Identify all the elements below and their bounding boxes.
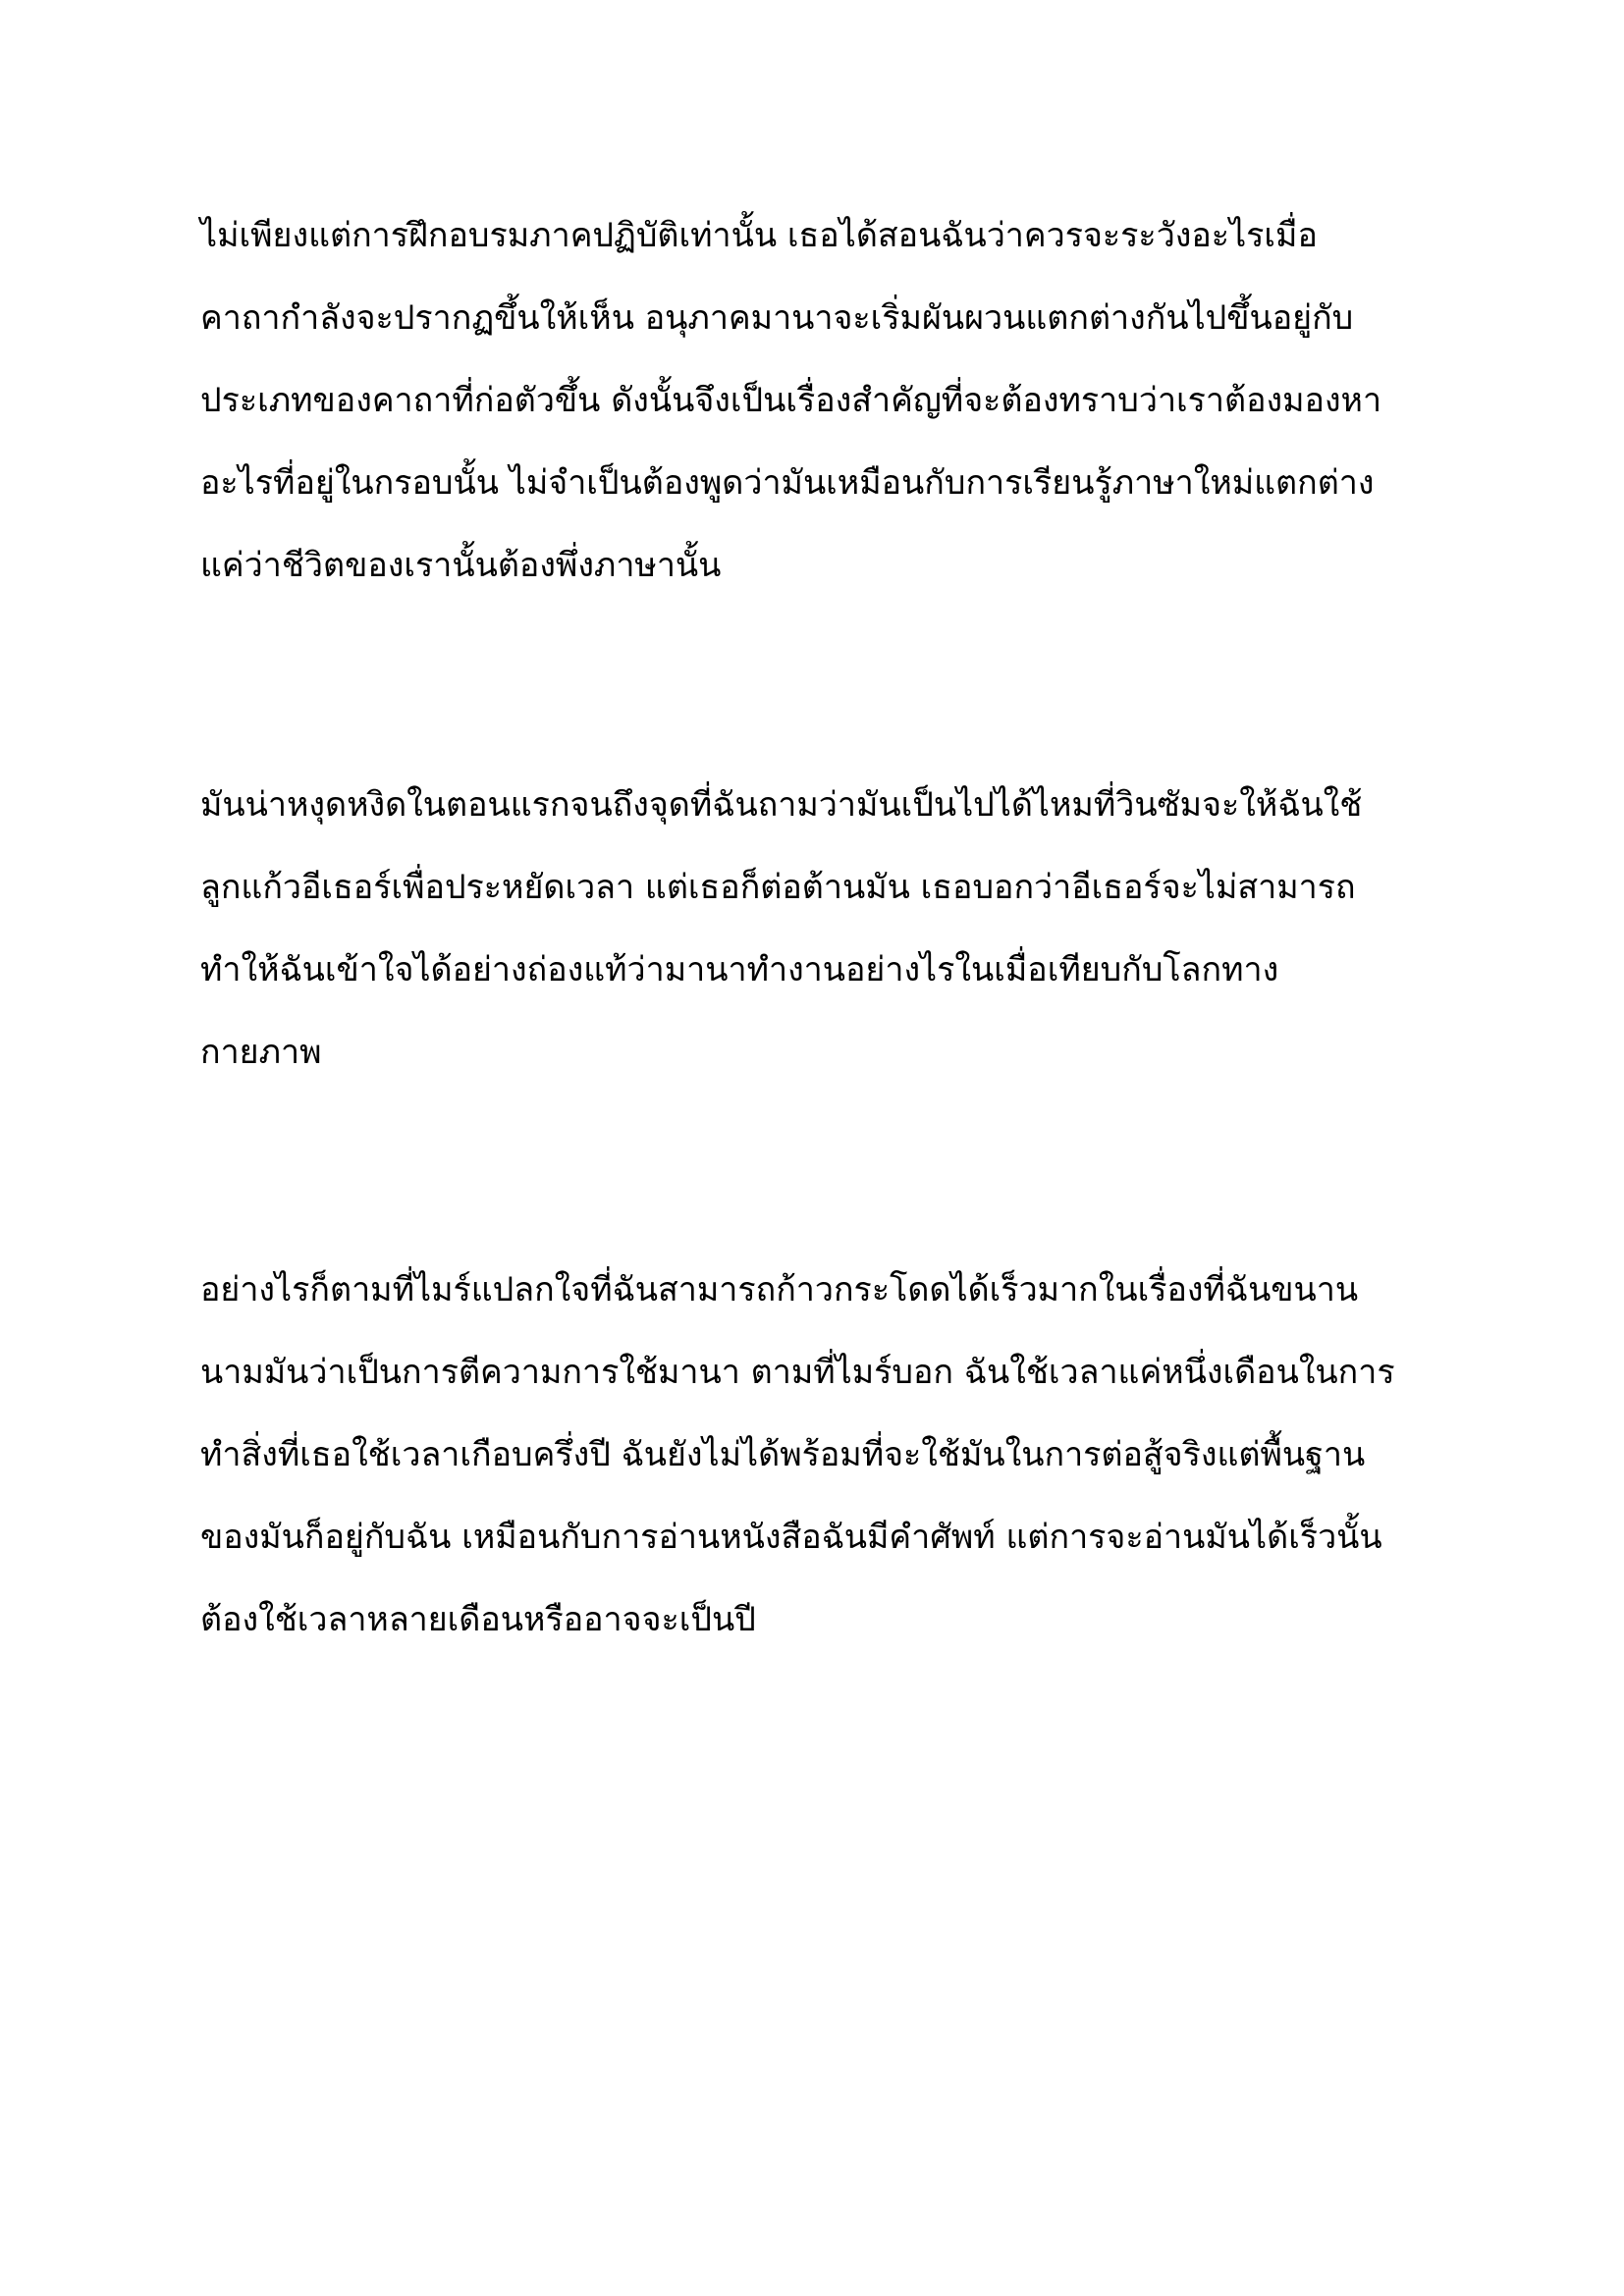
paragraph-line: คาถากำลังจะปรากฏขึ้นให้เห็น อนุภาคมานาจะเริ่มผันผวนแตกต่างกันไปขึ้นอยู่กับ xyxy=(200,298,1354,338)
paragraph-line: กายภาพ xyxy=(200,1033,322,1072)
paragraph-2 xyxy=(200,764,1477,1094)
paragraph-line: ของมันก็อยู่กับฉัน เหมือนกับการอ่านหนังสือฉันมีคำศัพท์ แต่การจะอ่านมันได้เร็วนั้น xyxy=(200,1518,1382,1557)
paragraph-line: ทำสิ่งที่เธอใช้เวลาเกือบครึ่งปี ฉันยังไม่ได้พร้อมที่จะใช้มันในการต่อสู้จริงแต่พื้นฐาน xyxy=(200,1435,1366,1474)
paragraph-line: อะไรที่อยู่ในกรอบนั้น ไม่จำเป็นต้องพูดว่ามันเหมือนกับการเรียนรู้ภาษาใหม่แตกต่าง xyxy=(200,463,1375,503)
paragraph-line: ลูกแก้วอีเธอร์เพื่อประหยัดเวลา แต่เธอก็ต่อต้านมัน เธอบอกว่าอีเธอร์จะไม่สามารถ xyxy=(200,868,1356,907)
paragraph-line: นามมันว่าเป็นการตีความการใช้มานา ตามที่ไมร์บอก ฉันใช้เวลาแค่หนึ่งเดือนในการ xyxy=(200,1353,1395,1392)
paragraph-line: ต้องใช้เวลาหลายเดือนหรืออาจจะเป็นปี xyxy=(200,1600,756,1639)
paragraph-line: แค่ว่าชีวิตของเรานั้นต้องพึ่งภาษานั้น xyxy=(200,546,722,585)
paragraph-1 xyxy=(200,194,1477,607)
paragraph-line: มันน่าหงุดหงิดในตอนแรกจนถึงจุดที่ฉันถามว่ามันเป็นไปได้ไหมที่วินซัมจะให้ฉันใช้ xyxy=(200,785,1363,825)
paragraph-line: ทำให้ฉันเข้าใจได้อย่างถ่องแท้ว่ามานาทำงานอย่างไรในเมื่อเทียบกับโลกทาง xyxy=(200,950,1279,989)
paragraph-line: ไม่เพียงแต่การฝึกอบรมภาคปฏิบัติเท่านั้น เธอได้สอนฉันว่าควรจะระวังอะไรเมื่อ xyxy=(200,216,1318,255)
paragraph-3 xyxy=(200,1249,1477,1661)
paragraph-line: ประเภทของคาถาที่ก่อตัวขึ้น ดังนั้นจึงเป็นเรื่องสำคัญที่จะต้องทราบว่าเราต้องมองหา xyxy=(200,381,1382,420)
paragraph-line: อย่างไรก็ตามที่ไมร์แปลกใจที่ฉันสามารถก้าวกระโดดได้เร็วมากในเรื่องที่ฉันขนาน xyxy=(200,1270,1359,1309)
